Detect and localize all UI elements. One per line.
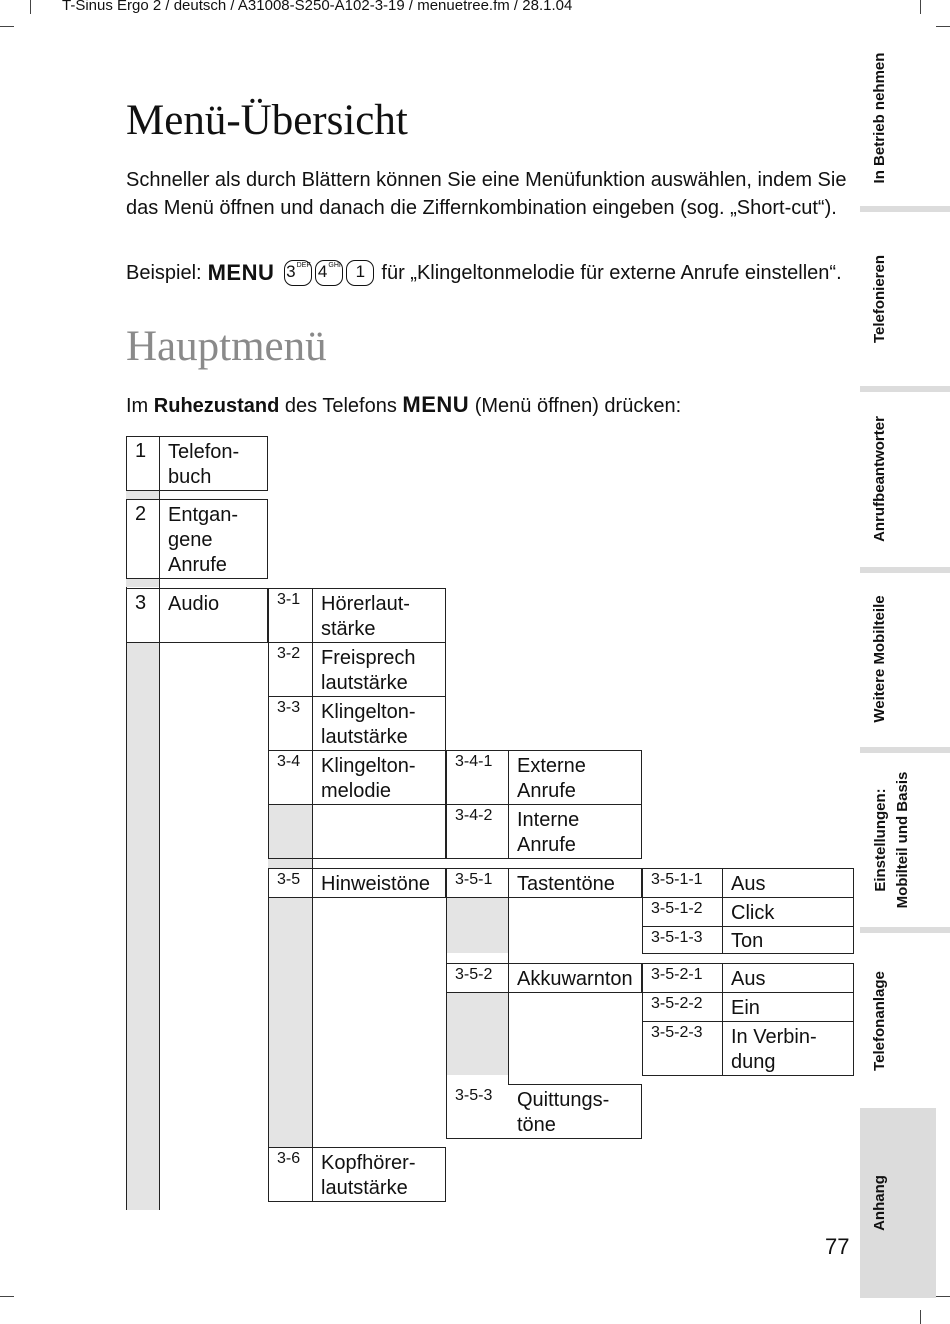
menu-label: Externe Anrufe [517,755,586,802]
menu-item-3-5-1-1 [642,868,854,898]
menu-item-1 [126,436,268,491]
menu-label: Ton [731,930,764,952]
menu-item-3-5-1 [446,868,642,898]
menu-label: Aus [731,968,766,990]
menu-code: 3-3 [277,699,301,716]
menu-label: Akkuwarnton [517,968,633,990]
menu-item-3-4-1 [446,750,642,805]
menu-code: 3-5-2-3 [651,1024,703,1041]
menu-code: 3-5-2-1 [651,966,703,983]
menu-item-3-5-2-1 [642,963,854,993]
menu-label: Quittungs- töne [517,1089,610,1136]
tab-telefonanlage[interactable]: Telefonanlage [871,971,888,1071]
tree-spine [126,642,159,1210]
tab-einstellungen[interactable]: Einstellungen: Mobilteil und Basis [872,771,911,909]
menu-item-3-5-1-2 [642,897,854,927]
key-1-icon: 1 [346,260,374,286]
menu-item-3-4 [268,750,446,805]
instruction-state: Ruhezustand [153,395,280,417]
tab-in-betrieb-nehmen[interactable]: In Betrieb nehmen [871,52,888,184]
menu-item-3-4-2 [446,804,642,859]
menu-item-3-5 [268,868,446,898]
menu-code: 3-6 [277,1150,301,1167]
menu-label: Hinweistöne [321,873,430,895]
menu-code: 1 [135,440,147,462]
menu-item-3-3 [268,696,446,751]
key-4-icon: 4 $^{GHI}$ [315,260,343,286]
example-text: für „Klingeltonmelodie für externe Anrufe einstellen“. [381,261,842,284]
menu-code: 3-4 [277,753,301,770]
menu-code: 3-5-1-3 [651,929,703,946]
menu-item-3-5-2-3 [642,1021,854,1076]
key-3-icon: 3 $^{DEF}$ [284,260,312,286]
menu-code: 3-1 [277,591,301,608]
example-menu-key: MENU [207,260,275,285]
menu-item-3-5-2 [446,963,642,993]
menu-code: 3-4-1 [455,753,493,770]
menu-item-3-1 [268,588,446,643]
running-header: T-Sinus Ergo 2 / deutsch / A31008-S250-A102-3-19 / menuetree.fm / 28.1.04 [62,0,573,14]
section-title: Hauptmenü [126,323,327,370]
menu-code: 3-5-2-2 [651,995,703,1012]
example-label: Beispiel: [126,261,202,284]
menu-code: 3-5-3 [455,1087,493,1104]
tab-anrufbeantworter[interactable]: Anrufbeantworter [871,416,888,542]
instruction: Im Ruhezustand des Telefons MENU (Menü öffnen) drücken: [126,392,682,417]
menu-code: 3 [135,592,147,614]
menu-label: Ein [731,997,760,1019]
menu-code: 3-5-2 [455,966,493,983]
menu-label: Interne Anrufe [517,809,580,856]
instruction-menu-key: MENU [402,392,470,417]
menu-label: In Verbin- dung [731,1026,817,1073]
menu-label: Tastentöne [517,873,615,895]
menu-item-2 [126,499,268,579]
menu-label: Hörerlaut- stärke [321,593,410,640]
menu-label: Klingelton- lautstärke [321,701,416,748]
menu-label: Freisprech lautstärke [321,647,416,694]
example-line [126,260,866,286]
menu-label: Aus [731,873,766,895]
page-number: 77 [825,1234,850,1259]
menu-label: Click [731,902,775,924]
menu-spacer [268,804,446,859]
menu-item-3-5-3 [446,1084,642,1139]
menu-item-3-5-1-3 [642,926,854,954]
menu-label: Telefon- buch [168,441,240,488]
menu-item-3 [126,588,268,643]
menu-item-3-6 [268,1147,446,1202]
menu-code: 3-5-1 [455,871,493,888]
tab-telefonieren[interactable]: Telefonieren [871,254,888,344]
menu-code: 3-5 [277,871,301,888]
page-title: Menü-Übersicht [126,97,408,144]
menu-code: 2 [135,503,147,525]
menu-label: Kopfhörer- lautstärke [321,1152,416,1199]
intro-paragraph: Schneller als durch Blättern können Sie eine Menüfunktion auswählen, indem Sie das Menü öffnen und danach die Ziffernkombination eingeben (sog. „Short-cut“). [126,169,847,219]
menu-item-3-5-2-2 [642,992,854,1022]
menu-label: Entgan- gene Anrufe [168,504,239,576]
menu-item-3-2 [268,642,446,697]
menu-code: 3-2 [277,645,301,662]
menu-code: 3-4-2 [455,807,493,824]
menu-code: 3-5-1-2 [651,900,703,917]
tab-anhang[interactable]: Anhang [871,1175,888,1231]
tab-weitere-mobilteile[interactable]: Weitere Mobilteile [871,595,888,723]
menu-label: Audio [168,593,220,615]
menu-label: Klingelton- melodie [321,755,416,802]
menu-code: 3-5-1-1 [651,871,703,888]
